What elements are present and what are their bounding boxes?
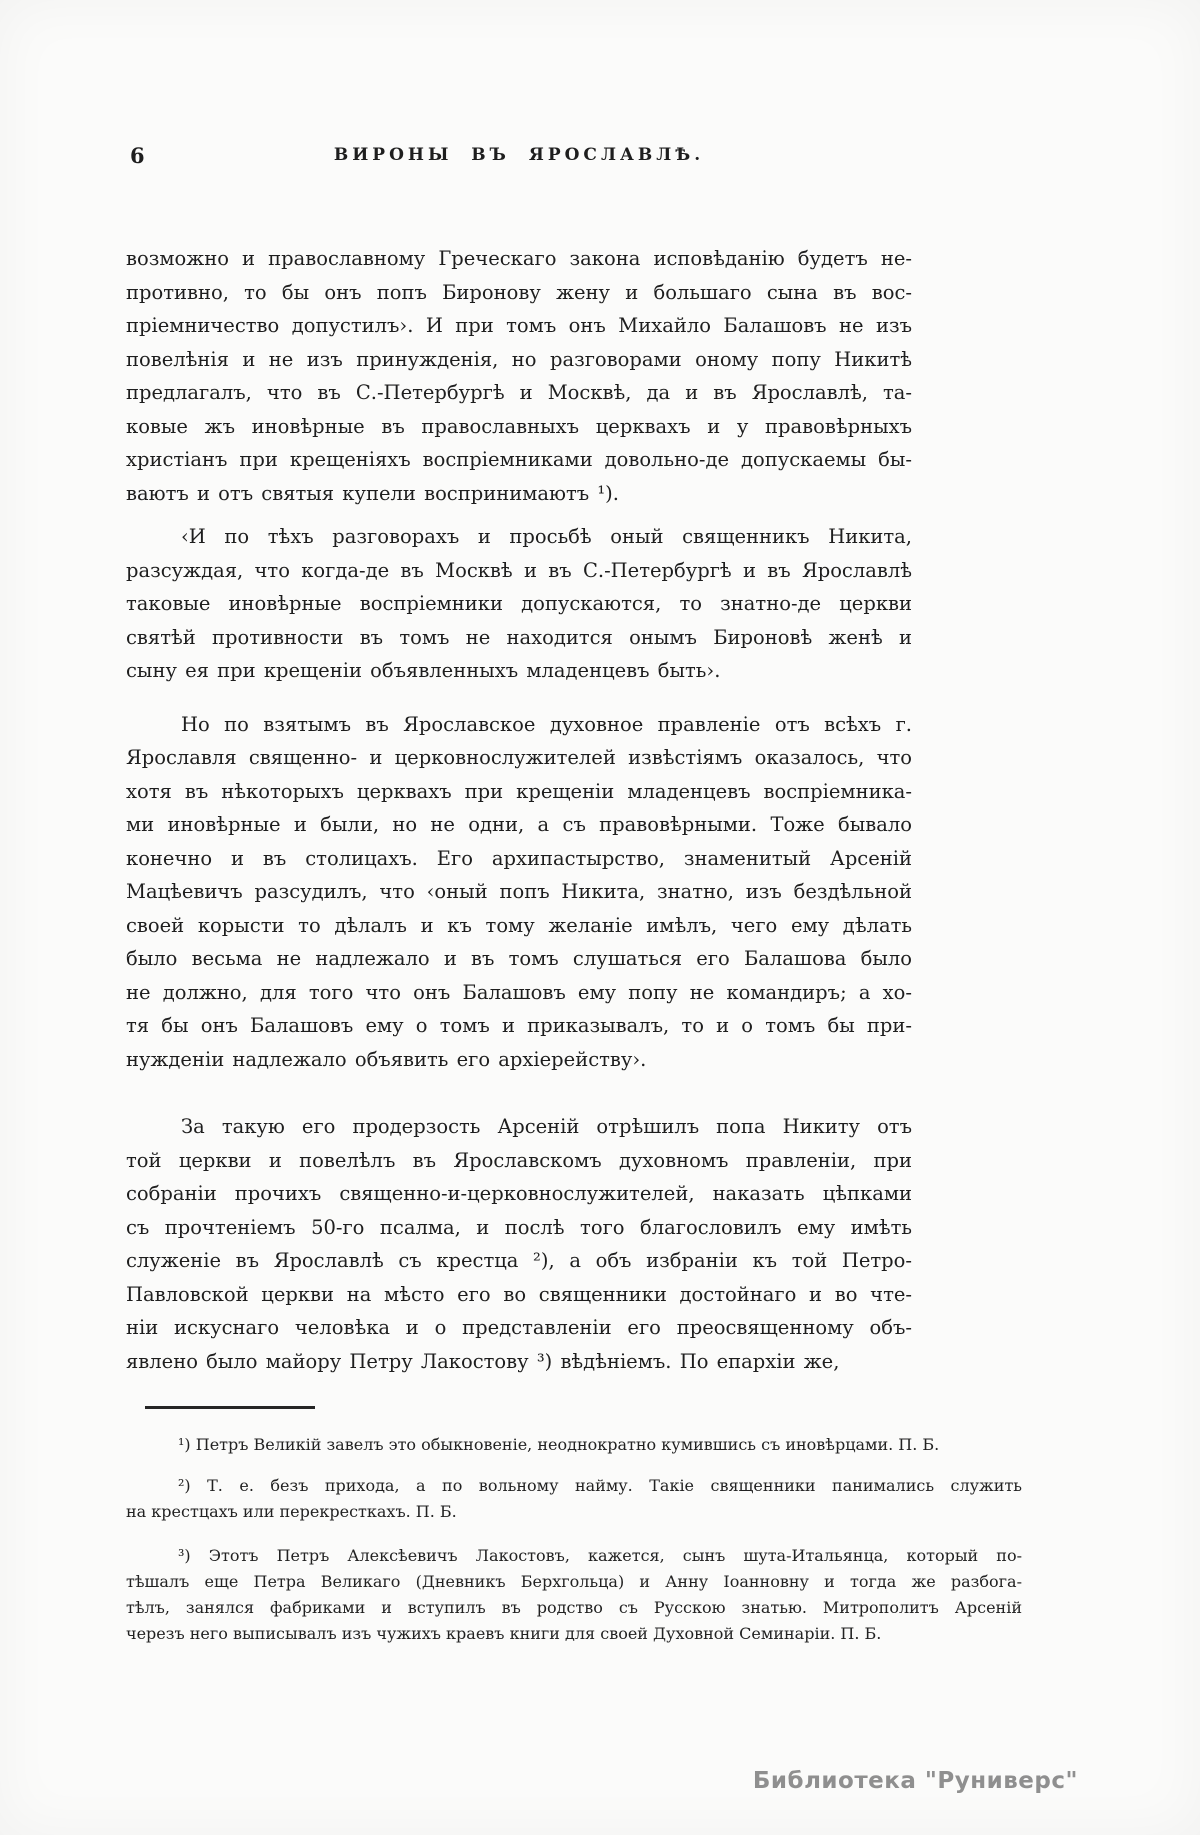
text-line: Павловской церкви на мѣсто его во священники достойнаго и во чте- [126,1282,912,1306]
text-line: предлагалъ, что въ С.-Петербургѣ и Москвѣ, да и въ Ярославлѣ, та- [126,381,912,404]
library-watermark: Библиотека "Руниверс" [752,1768,1078,1794]
text-line: разсуждая, что когда-де въ Москвѣ и въ С.-Петербургѣ и въ Ярославлѣ [126,558,912,582]
text-line: съ прочтеніемъ 50-го псалма, и послѣ того благословилъ ему имѣть [126,1215,912,1239]
text-line: За такую его продерзость Арсеній отрѣшилъ попа Никиту отъ [181,1115,912,1138]
text-line: Но по взятымъ въ Ярославское духовное правленіе отъ всѣхъ г. [181,712,912,736]
text-line: черезъ него выписывалъ изъ чужихъ краевъ книги для своей Духовной Семинаріи. П. Б. [126,1624,882,1643]
text-line: противно, то бы онъ попъ Биронову жену и большаго сына въ вос- [126,280,912,304]
text-line: таковые иновѣрные воспріемники допускаются, то знатно-де церкви [126,592,912,615]
text-line: хотя въ нѣкоторыхъ церквахъ при крещеніи младенцевъ воспріемника- [126,779,912,803]
text-line: своей корысти то дѣлалъ и къ тому желаніе имѣлъ, чего ему дѣлать [126,913,912,937]
text-line: повелѣнія и не изъ принужденія, но разговорами оному попу Никитѣ [126,347,912,371]
paragraph-2 [126,520,912,688]
text-line: собраніи прочихъ священно-и-церковнослужителей, наказать цѣпками [126,1182,912,1205]
text-line: не должно, для того что онъ Балашовъ ему попу не командиръ; а хо- [126,980,912,1004]
text-line: было весьма не надлежало и въ томъ слушаться его Балашова было [126,947,912,970]
footnote-1 [126,1432,1022,1458]
text-line: нужденіи надлежало объявить его архіерейству›. [126,1047,647,1071]
text-line: явлено было майору Петру Лакостову ³) вѣдѣніемъ. По епархіи же, [126,1349,840,1373]
text-line: ваютъ и отъ святыя купели воспринимаютъ ¹). [126,481,619,505]
text-line: пріемничество допустилъ›. И при томъ онъ Михайло Балашовъ не изъ [126,314,912,337]
text-line: сыну ея при крещеніи объявленныхъ младенцевъ быть›. [126,659,721,682]
footnote-3 [126,1543,1022,1647]
text-line: Ярославля священно- и церковнослужителей извѣстіямъ оказалось, что [126,746,912,769]
text-line: ²) Т. е. безъ прихода, а по вольному найму. Такіе священники панимались служить [178,1476,1022,1495]
paragraph-3 [126,708,912,1077]
paragraph-4 [126,1110,912,1378]
footnote-separator [145,1406,315,1409]
text-line: ¹) Петръ Великій завелъ это обыкновеніе, неоднократно кумившись съ иновѣрцами. П. Б. [178,1435,940,1454]
page-header [126,143,912,173]
text-line: ³) Этотъ Петръ Алексѣевичъ Лакостовъ, кажется, сынъ шута-Итальянца, который по- [178,1546,1022,1565]
text-line: тѣлъ, занялся фабриками и вступилъ въ родство съ Русскою знатью. Митрополитъ Арсеній [126,1598,1022,1617]
running-title: ВИРОНЫ ВЪ ЯРОСЛАВЛѢ. [333,145,705,165]
footnote-2 [126,1473,1022,1525]
text-line: той церкви и повелѣлъ въ Ярославскомъ духовномъ правленіи, при [126,1148,912,1172]
text-line: ковые жъ иновѣрные въ православныхъ церквахъ и у правовѣрныхъ [126,414,912,438]
text-line: служеніе въ Ярославлѣ съ крестца ²), а объ избраніи къ той Петро- [126,1249,912,1272]
text-line: ніи искуснаго человѣка и о представленіи его преосвященному объ- [126,1316,912,1339]
text-line: тѣшалъ еще Петра Великаго (Дневникъ Берхгольца) и Анну Іоанновну и тогда же разбога- [126,1572,1022,1591]
text-line: возможно и православному Греческаго закона исповѣданію будетъ не- [126,247,912,270]
text-line: ‹И по тѣхъ разговорахъ и просьбѣ оный священникъ Никита, [181,525,912,548]
paragraph-1 [126,242,912,510]
body-text [126,242,912,1378]
footnotes [126,1432,1022,1647]
text-line: конечно и въ столицахъ. Его архипастырство, знаменитый Арсеній [126,846,912,870]
text-line: христіанъ при крещеніяхъ воспріемниками довольно-де допускаемы бы- [126,448,912,471]
text-line: на крестцахъ или перекресткахъ. П. Б. [126,1502,457,1521]
text-line: Мацѣевичъ разсудилъ, что ‹оный попъ Никита, знатно, изъ бездѣльной [126,880,912,903]
text-line: ми иновѣрные и были, но не одни, а съ правовѣрными. Тоже бывало [126,813,912,836]
text-line: тя бы онъ Балашовъ ему о томъ и приказывалъ, то и о томъ бы при- [126,1014,912,1037]
text-line: святѣй противности въ томъ не находится онымъ Бироновѣ женѣ и [126,625,912,649]
page-number: 6 [130,143,145,168]
